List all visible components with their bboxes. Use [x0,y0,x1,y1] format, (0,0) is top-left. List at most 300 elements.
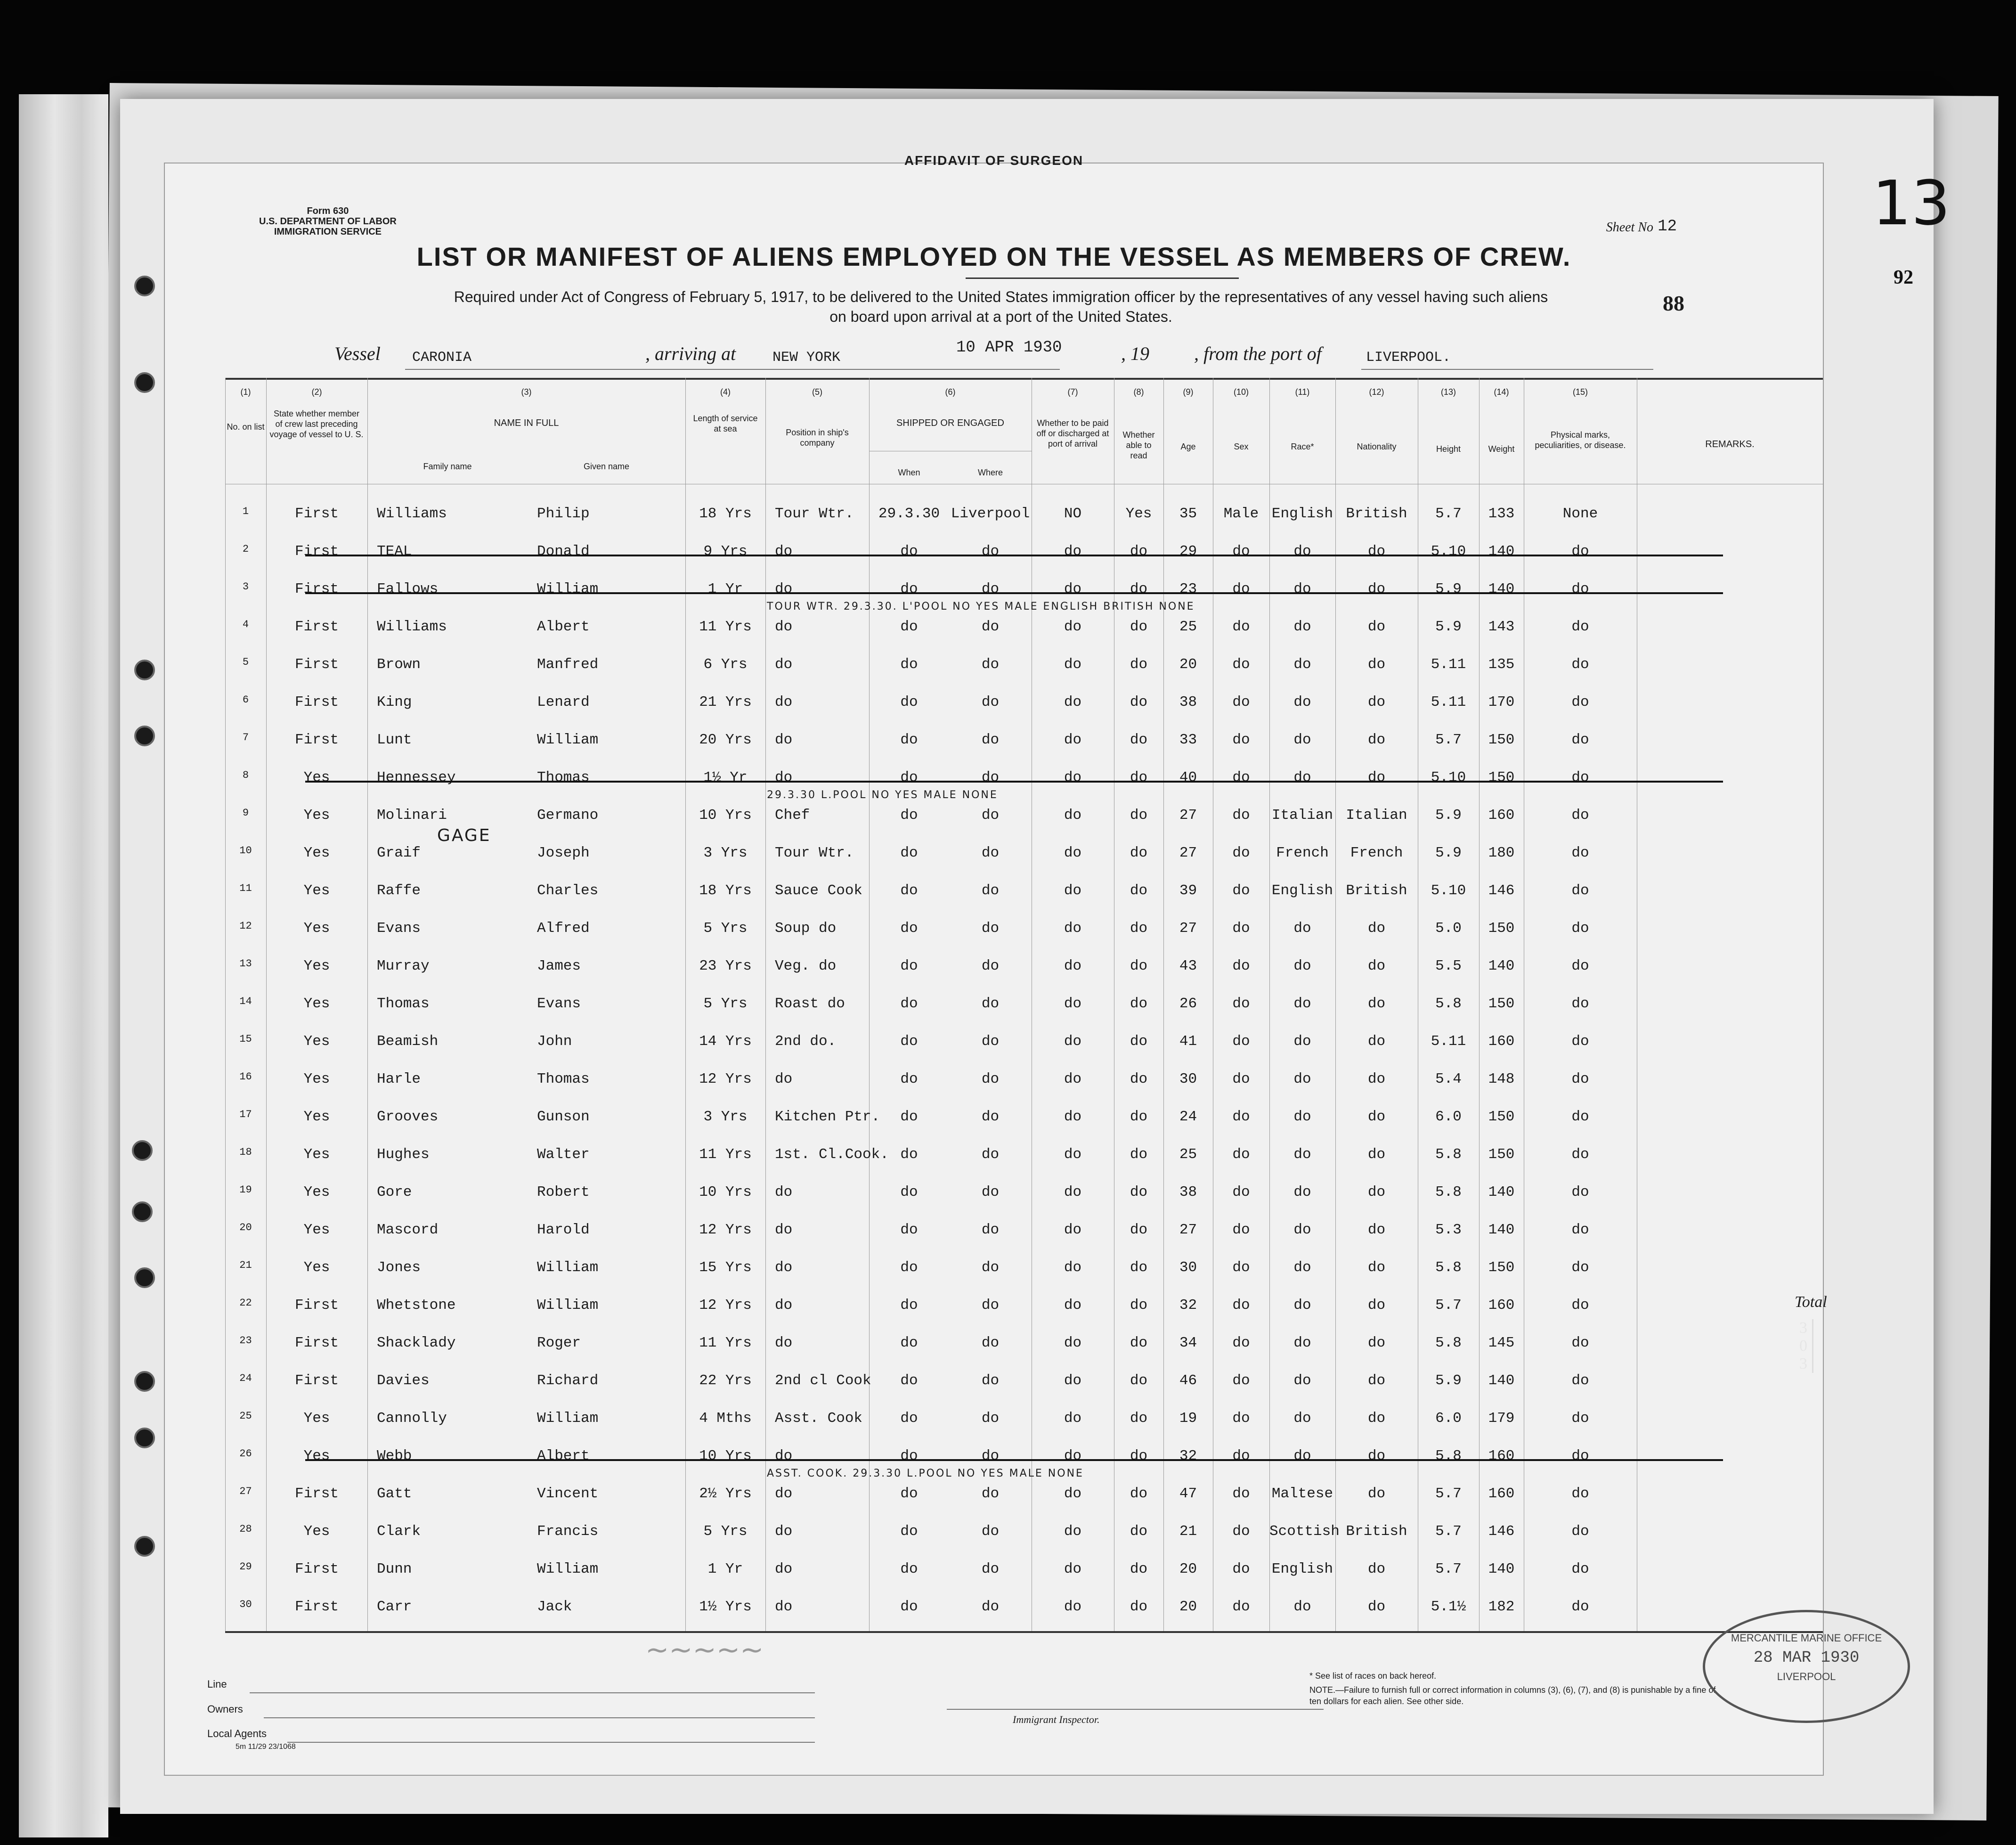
cell-race: do [1293,1372,1311,1389]
cell-family: Molinari [377,807,447,824]
cell-nat: do [1367,1184,1386,1200]
cell-weight: 140 [1488,1372,1515,1389]
cell-family: Shacklady [377,1335,456,1351]
punch-hole [134,1428,155,1448]
header-shipped-or-engaged: SHIPPED OR ENGAGED [896,418,1004,428]
cell-sex: do [1232,1297,1250,1314]
cell-when: do [900,958,918,974]
cell-age: 43 [1179,958,1197,974]
cell-no: 3 [242,581,249,593]
punch-hole [132,1140,153,1161]
cell-nat: do [1367,1561,1386,1577]
cell-length: 15 Yrs [699,1259,752,1276]
cell-age: 30 [1179,1259,1197,1276]
cell-nat: do [1367,732,1386,748]
cell-age: 20 [1179,1561,1197,1577]
cell-height: 5.8 [1435,996,1462,1012]
document-title: LIST OR MANIFEST OF ALIENS EMPLOYED ON THE VESSEL AS MEMBERS OF CREW. [416,242,1571,271]
cell-height: 5.9 [1435,845,1462,861]
cell-length: 5 Yrs [703,1523,748,1540]
cell-marks: do [1571,1448,1589,1464]
cell-position: Veg. do [775,958,837,974]
cell-length: 14 Yrs [699,1033,752,1050]
form-number: Form 630 [307,206,349,216]
cell-no: 26 [239,1448,252,1460]
cell-given: Germano [537,807,599,824]
col-num-15: (15) [1572,387,1588,397]
cell-position: do [775,1297,793,1314]
cell-paid: do [1064,1184,1082,1200]
cell-nat: do [1367,1599,1386,1615]
cell-nat: do [1367,1259,1386,1276]
cell-age: 35 [1179,506,1197,522]
manifest-form [164,153,1882,1776]
cell-state: Yes [303,1410,330,1427]
cell-family: Jones [377,1259,421,1276]
cell-age: 23 [1179,581,1197,597]
cell-read: do [1130,807,1148,824]
cell-state: First [294,543,339,560]
cell-weight: 160 [1488,807,1515,824]
cell-no: 27 [239,1486,252,1497]
cell-marks: do [1571,1259,1589,1276]
cell-when: do [900,1184,918,1200]
cell-when: do [900,845,918,861]
cell-where: do [981,619,1000,635]
cell-nat: do [1367,996,1386,1012]
cell-nat: do [1367,1448,1386,1464]
cell-position: do [775,694,793,710]
cell-marks: do [1571,1146,1589,1163]
cell-sex: do [1232,996,1250,1012]
table-row [225,644,1823,681]
cell-where: do [981,1259,1000,1276]
cell-nat: do [1367,1410,1386,1427]
cell-race: French [1276,845,1329,861]
cell-read: do [1130,920,1148,937]
cell-nat: Italian [1346,807,1407,824]
cell-read: do [1130,1410,1148,1427]
cell-when: do [900,1410,918,1427]
cell-no: 16 [239,1071,252,1083]
cell-family: Grooves [377,1109,439,1125]
cell-age: 25 [1179,619,1197,635]
cell-paid: do [1064,996,1082,1012]
table-row [225,1360,1823,1397]
table-row [225,983,1823,1020]
sheet-margin-number: 13 [1872,167,1951,239]
cell-weight: 182 [1488,1599,1515,1615]
cell-family: Harle [377,1071,421,1087]
cell-sex: do [1232,1486,1250,1502]
cell-height: 5.10 [1431,882,1466,899]
inspector-signature-line [947,1709,1324,1710]
strike-through-line [305,1436,1723,1464]
cell-length: 1½ Yr [703,769,748,786]
cell-race: English [1271,506,1333,522]
cell-family: Carr [377,1599,412,1615]
cell-marks: do [1571,920,1589,937]
table-row [225,1209,1823,1246]
cell-state: Yes [303,1259,330,1276]
cell-when: do [900,1561,918,1577]
cell-given: William [537,1561,599,1577]
cell-given: Thomas [537,769,590,786]
total-label: Total [1795,1293,1827,1311]
cell-when: do [900,1222,918,1238]
total-value-1: 3 [1799,1319,1807,1337]
cell-read: do [1130,1297,1148,1314]
cell-paid: do [1064,920,1082,937]
handwritten-scrawl: ~~~~~ [645,1633,764,1666]
strike-through-line [305,757,1723,785]
cell-paid: do [1064,958,1082,974]
cell-where: do [981,958,1000,974]
cell-height: 5.9 [1435,581,1462,597]
cell-sex: do [1232,1410,1250,1427]
cell-age: 27 [1179,845,1197,861]
header-no-on-list: No. on list [227,422,265,432]
cell-nat: do [1367,1486,1386,1502]
cell-where: do [981,1448,1000,1464]
cell-where: Liverpool [951,506,1030,522]
cell-where: do [981,1146,1000,1163]
cell-weight: 179 [1488,1410,1515,1427]
cell-read: do [1130,1109,1148,1125]
cell-given: Albert [537,619,590,635]
cell-state: Yes [303,1033,330,1050]
table-row [225,1285,1823,1322]
cell-age: 20 [1179,1599,1197,1615]
cell-no: 18 [239,1146,252,1158]
cell-sex: do [1232,1222,1250,1238]
cell-state: Yes [303,1184,330,1200]
cell-weight: 150 [1488,996,1515,1012]
cell-no: 7 [242,732,249,743]
strike-through-line [305,531,1723,559]
header-family-name: Family name [423,462,472,471]
cell-paid: do [1064,1259,1082,1276]
cell-race: do [1293,1071,1311,1087]
cell-paid: do [1064,1335,1082,1351]
cell-height: 5.9 [1435,807,1462,824]
table-row [225,606,1823,643]
cell-no: 17 [239,1109,252,1120]
cell-sex: do [1232,769,1250,786]
cell-given: Philip [537,506,590,522]
col-num-8: (8) [1133,387,1144,397]
cell-no: 1 [242,506,249,517]
cell-when: do [900,1109,918,1125]
col-num-5: (5) [812,387,822,397]
cell-length: 11 Yrs [699,1146,752,1163]
table-row [225,1247,1823,1284]
cell-age: 27 [1179,920,1197,937]
cell-state: Yes [303,769,330,786]
cell-read: Yes [1125,506,1152,522]
cell-no: 2 [242,543,249,555]
cell-paid: do [1064,769,1082,786]
cell-state: Yes [303,1523,330,1540]
cell-family: Raffe [377,882,421,899]
cell-where: do [981,1033,1000,1050]
cell-paid: do [1064,882,1082,899]
table-row [225,757,1823,801]
cell-no: 28 [239,1523,252,1535]
cell-age: 20 [1179,656,1197,673]
cell-height: 5.8 [1435,1184,1462,1200]
cell-when: do [900,1448,918,1464]
cell-height: 5.11 [1431,1033,1466,1050]
cell-marks: do [1571,656,1589,673]
cell-when: do [900,1486,918,1502]
cell-marks: do [1571,1184,1589,1200]
cell-length: 5 Yrs [703,920,748,937]
cell-marks: None [1562,506,1598,522]
cell-family: Thomas [377,996,430,1012]
cell-race: do [1293,958,1311,974]
cell-length: 10 Yrs [699,1448,752,1464]
col-num-6: (6) [945,387,956,397]
cell-marks: do [1571,1561,1589,1577]
cell-age: 39 [1179,882,1197,899]
cell-state: First [294,581,339,597]
header-sex: Sex [1234,442,1249,451]
cell-age: 25 [1179,1146,1197,1163]
cell-nat: French [1350,845,1403,861]
cell-length: 5 Yrs [703,996,748,1012]
cell-when: do [900,1033,918,1050]
cell-race: English [1271,1561,1333,1577]
cell-when: do [900,1523,918,1540]
cell-race: do [1293,619,1311,635]
cell-nat: do [1367,543,1386,560]
cell-given: Evans [537,996,581,1012]
cell-paid: do [1064,1222,1082,1238]
cell-where: do [981,882,1000,899]
header-height: Height [1436,444,1461,454]
cell-read: do [1130,1071,1148,1087]
cell-age: 19 [1179,1410,1197,1427]
cell-marks: do [1571,1033,1589,1050]
cell-age: 34 [1179,1335,1197,1351]
cell-weight: 170 [1488,694,1515,710]
col-num-1: (1) [240,387,251,397]
cell-weight: 180 [1488,845,1515,861]
cell-paid: do [1064,619,1082,635]
cell-position: do [775,543,793,560]
cell-position: Soup do [775,920,837,937]
cell-sex: do [1232,1184,1250,1200]
cell-weight: 150 [1488,769,1515,786]
cell-when: do [900,1071,918,1087]
cell-no: 11 [239,882,252,894]
cell-length: 10 Yrs [699,1184,752,1200]
cell-read: do [1130,1523,1148,1540]
cell-no: 14 [239,996,252,1007]
cell-marks: do [1571,769,1589,786]
cell-family: Gore [377,1184,412,1200]
port-underline [768,369,1060,370]
cell-paid: do [1064,1033,1082,1050]
from-port-underline [1361,369,1653,370]
strike-through-line [305,569,1723,597]
cell-length: 23 Yrs [699,958,752,974]
cell-when: do [900,1335,918,1351]
cell-race: do [1293,996,1311,1012]
cell-state: First [294,619,339,635]
cell-position: Tour Wtr. [775,506,854,522]
punch-hole [134,1371,155,1392]
cell-sex: do [1232,694,1250,710]
cell-no: 8 [242,769,249,781]
cell-state: First [294,1335,339,1351]
arrival-port: NEW YORK [772,350,841,366]
handwritten-correction: 29.3.30 L.POOL NO YES MALE NONE [767,789,998,801]
cell-nat: do [1367,1033,1386,1050]
cell-paid: NO [1064,506,1082,522]
header-where: Where [977,468,1003,477]
cell-sex: do [1232,543,1250,560]
header-nationality: Nationality [1357,442,1397,451]
stamp-date: 28 MAR 1930 [1753,1649,1860,1667]
cell-family: Murray [377,958,430,974]
department-name: U.S. DEPARTMENT OF LABOR [259,216,397,227]
cell-position: do [775,656,793,673]
cell-state: Yes [303,958,330,974]
col-num-14: (14) [1494,387,1509,397]
cell-race: Italian [1271,807,1333,824]
cell-height: 5.10 [1431,769,1466,786]
cell-where: do [981,769,1000,786]
inspector-label: Immigrant Inspector. [1013,1714,1100,1725]
total-values [1799,1319,1813,1373]
col-num-11: (11) [1295,387,1310,397]
cell-length: 10 Yrs [699,807,752,824]
cell-family: Clark [377,1523,421,1540]
cell-marks: do [1571,694,1589,710]
cell-weight: 143 [1488,619,1515,635]
cell-age: 41 [1179,1033,1197,1050]
cell-where: do [981,807,1000,824]
cell-age: 32 [1179,1297,1197,1314]
cell-race: do [1293,1146,1311,1163]
cell-position: 1st. Cl.Cook. [775,1146,889,1163]
cell-family: King [377,694,412,710]
cell-state: First [294,1486,339,1502]
cell-race: English [1271,882,1333,899]
cell-age: 38 [1179,694,1197,710]
cell-where: do [981,1372,1000,1389]
header-paid-off: Whether to be paid off or discharged at port of arrival [1036,418,1109,449]
cell-height: 5.10 [1431,543,1466,560]
cell-given: Roger [537,1335,581,1351]
cell-marks: do [1571,1297,1589,1314]
table-top-rule [225,378,1823,380]
footer-line-label: Line [207,1678,227,1690]
cell-length: 12 Yrs [699,1222,752,1238]
col-num-9: (9) [1183,387,1194,397]
cell-family: Evans [377,920,421,937]
cell-read: do [1130,1448,1148,1464]
cell-height: 5.1½ [1431,1599,1466,1615]
cell-marks: do [1571,1372,1589,1389]
stamp-office: MERCANTILE MARINE OFFICE [1731,1632,1882,1644]
document-subtitle: Required under Act of Congress of February 5, 1917, to be delivered to the United States immigration officer by the representatives of any vessel having such aliens on board upon arrival at a port of the United States. [454,288,1548,325]
cell-position: do [775,1523,793,1540]
table-row [225,1549,1823,1585]
punch-hole [134,1536,155,1557]
cell-weight: 140 [1488,1184,1515,1200]
cell-age: 24 [1179,1109,1197,1125]
cell-family: Fallows [377,581,439,597]
cell-when: do [900,920,918,937]
cell-length: 6 Yrs [703,656,748,673]
cell-weight: 140 [1488,543,1515,560]
cell-nat: do [1367,1109,1386,1125]
cell-given: Robert [537,1184,590,1200]
table-row [225,1398,1823,1435]
header-when: When [898,468,920,477]
cell-nat: British [1346,1523,1407,1540]
cell-height: 5.7 [1435,506,1462,522]
cell-no: 10 [239,845,252,857]
cell-when: do [900,1259,918,1276]
cell-race: do [1293,1410,1311,1427]
cell-height: 5.11 [1431,694,1466,710]
cell-age: 40 [1179,769,1197,786]
punch-hole [134,372,155,393]
table-row [225,1021,1823,1058]
stamp-city: LIVERPOOL [1777,1671,1836,1682]
cell-sex: do [1232,656,1250,673]
col-num-4: (4) [720,387,731,397]
cell-marks: do [1571,543,1589,560]
cell-nat: British [1346,882,1407,899]
cell-no: 12 [239,920,252,932]
cell-where: do [981,845,1000,861]
cell-weight: 150 [1488,1146,1515,1163]
table-row [225,1586,1823,1623]
cell-length: 2½ Yrs [699,1486,752,1502]
cell-given: William [537,1259,599,1276]
cell-paid: do [1064,543,1082,560]
header-name-in-full: NAME IN FULL [494,418,559,428]
cell-read: do [1130,619,1148,635]
cell-when: do [900,694,918,710]
cell-sex: do [1232,1335,1250,1351]
table-row [225,493,1823,530]
cell-paid: do [1064,1297,1082,1314]
cell-marks: do [1571,1486,1589,1502]
cell-nat: do [1367,1222,1386,1238]
cell-paid: do [1064,1448,1082,1464]
cell-sex: do [1232,1599,1250,1615]
cell-when: do [900,732,918,748]
cell-read: do [1130,1486,1148,1502]
cell-weight: 150 [1488,920,1515,937]
cell-length: 4 Mths [699,1410,752,1427]
cell-when: do [900,1297,918,1314]
cell-when: do [900,807,918,824]
cell-no: 4 [242,619,249,630]
cell-no: 20 [239,1222,252,1233]
cell-paid: do [1064,732,1082,748]
cell-read: do [1130,845,1148,861]
cell-race: do [1293,1109,1311,1125]
cell-when: do [900,543,918,560]
cell-race: do [1293,1222,1311,1238]
